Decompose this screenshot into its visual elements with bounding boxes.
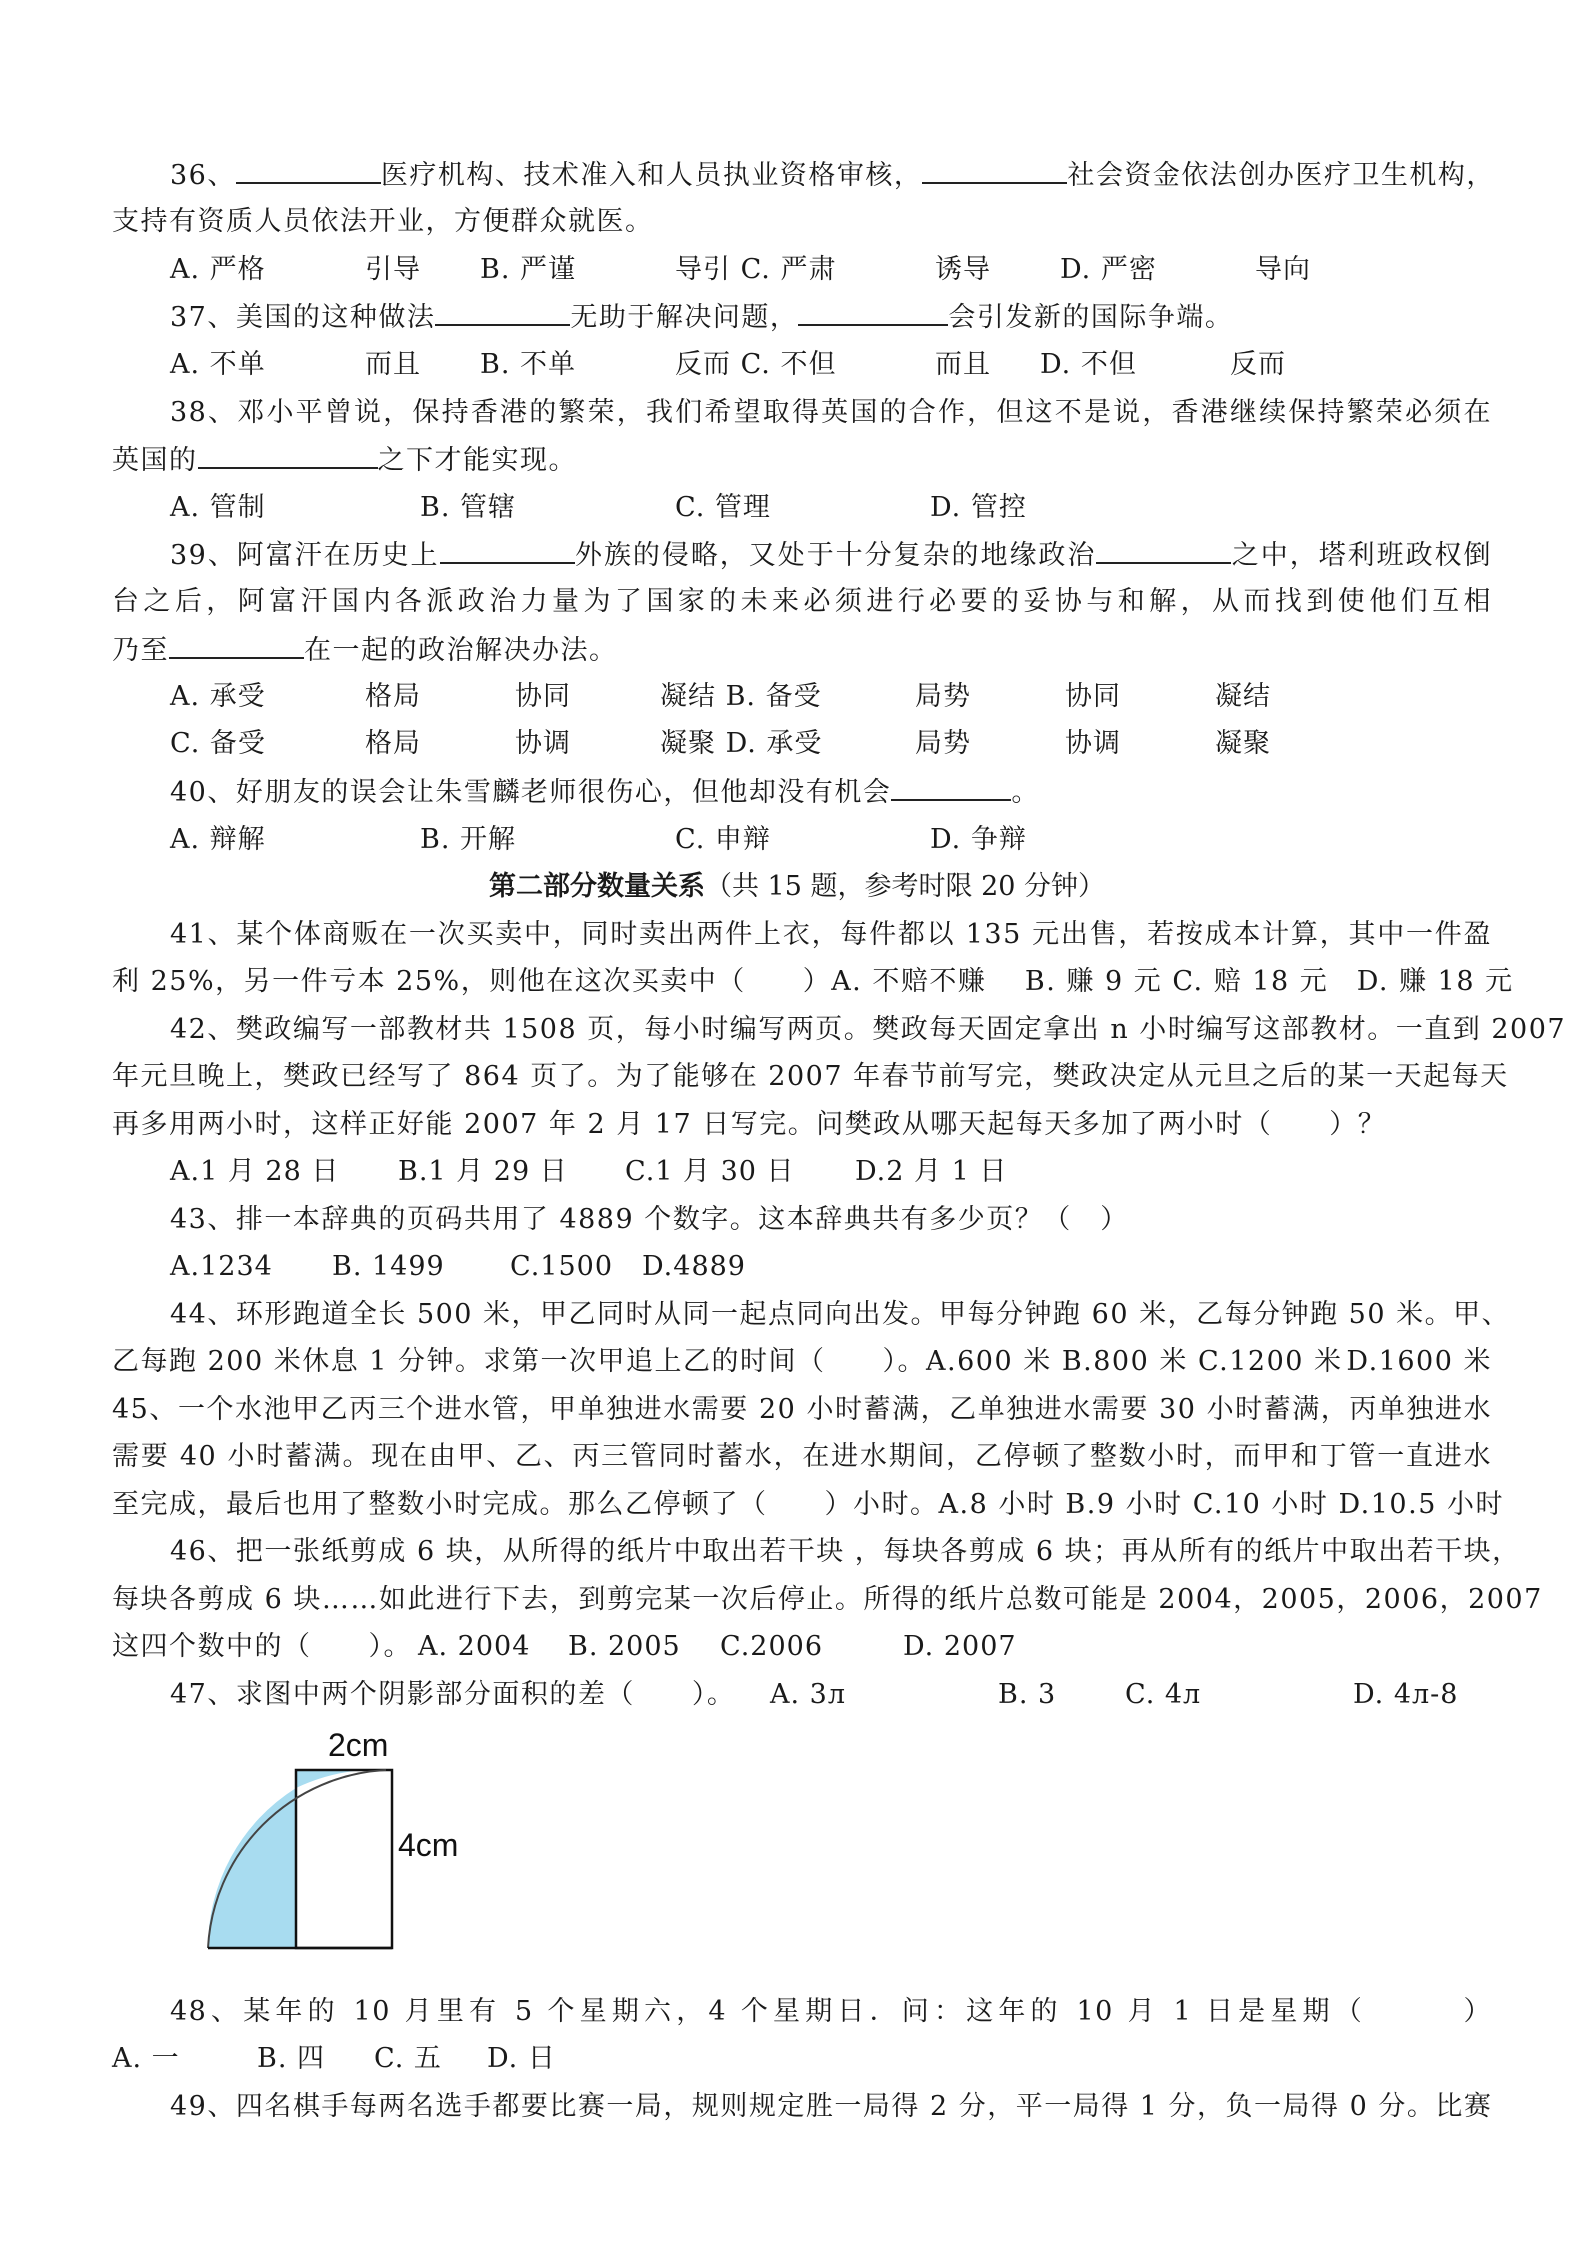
- option: 导向: [1255, 254, 1311, 285]
- question-49-line-1: 49、四名棋手每两名选手都要比赛一局，规则规定胜一局得 2 分，平一局得 1 分，负一局得 0 分。比赛: [170, 2091, 1493, 2122]
- question-40-line-1: [170, 775, 1492, 810]
- answer-blank: [798, 300, 948, 326]
- option[interactable]: B. 3: [998, 1679, 1057, 1710]
- option: 反而: [1230, 349, 1286, 380]
- option: 协调: [515, 728, 571, 759]
- question-44-line-1: 44、环形跑道全长 500 米，甲乙同时从同一起点同向出发。甲每分钟跑 60 米，乙每分钟跑 50 米。甲、: [170, 1299, 1511, 1330]
- section-title: 第二部分数量关系: [488, 871, 705, 902]
- question-39-line-2: 台之后，阿富汗国内各派政治力量为了国家的未来必须进行必要的妥协与和解，从而找到使他们互相: [112, 586, 1492, 617]
- question-46-line-2: 每块各剪成 6 块……如此进行下去，到剪完某一次后停止。所得的纸片总数可能是 2004，2005，2006，2007: [112, 1584, 1543, 1615]
- question-45-line-1: 45、一个水池甲乙丙三个进水管，甲单独进水需要 20 小时蓄满，乙单独进水需要 30 小时蓄满，丙单独进水: [112, 1394, 1492, 1425]
- option[interactable]: C. 管理: [675, 492, 771, 523]
- question-44-line-2: [112, 1345, 1492, 1379]
- shaded-region-left: [208, 1788, 296, 1948]
- figure-label-top: 2cm: [328, 1727, 389, 1763]
- option[interactable]: D. 争辩: [930, 824, 1027, 855]
- option[interactable]: A.1234: [170, 1251, 273, 1282]
- option[interactable]: C. 申辩: [675, 824, 771, 855]
- option[interactable]: A. 辩解: [170, 824, 266, 855]
- option[interactable]: D. 日: [487, 2043, 556, 2074]
- question-37-line-1: [170, 300, 1492, 335]
- option: 局势: [915, 728, 971, 759]
- question-text: 39、阿富汗在历史上: [170, 540, 440, 571]
- answer-blank: [169, 633, 304, 659]
- option[interactable]: A. 不单: [170, 349, 266, 380]
- question-text: 医疗机构、技术准入和人员执业资格审核，: [380, 160, 923, 191]
- option[interactable]: D. 4л-8: [1353, 1679, 1459, 1710]
- option: 而且: [365, 349, 421, 380]
- question-text: 乃至: [112, 635, 169, 666]
- answer-blank: [922, 158, 1067, 184]
- section-heading: [0, 870, 1594, 904]
- question-text: 会引发新的国际争端。: [948, 302, 1234, 333]
- figure-label-side: 4cm: [398, 1827, 459, 1863]
- option[interactable]: 导引 C. 严肃: [675, 254, 837, 285]
- option[interactable]: B. 严谨: [480, 254, 577, 285]
- option[interactable]: D. 严密: [1060, 254, 1157, 285]
- question-number: 36、: [170, 160, 236, 191]
- question-text: 40、好朋友的误会让朱雪麟老师很伤心，但他却没有机会: [170, 777, 892, 808]
- option[interactable]: D. 管控: [930, 492, 1027, 523]
- question-46-line-1: 46、把一张纸剪成 6 块，从所得的纸片中取出若干块 ，每块各剪成 6 块；再从所有的纸片中取出若干块，: [170, 1536, 1521, 1567]
- option[interactable]: A. 3л: [770, 1679, 846, 1710]
- option[interactable]: B. 开解: [420, 824, 517, 855]
- question-text: 之中，塔利班政权倒: [1231, 540, 1493, 571]
- question-text: 无助于解决问题，: [570, 302, 799, 333]
- question-text: 外族的侵略，又处于十分复杂的地缘政治: [574, 540, 1097, 571]
- answer-blank: [1096, 538, 1231, 564]
- option[interactable]: B.1 月 29 日: [398, 1156, 568, 1187]
- option[interactable]: 凝结 B. 备受: [660, 681, 822, 712]
- option[interactable]: C. 备受: [170, 728, 266, 759]
- option[interactable]: D.4889: [642, 1251, 746, 1282]
- answer-blank: [891, 775, 1011, 801]
- option[interactable]: D. 不但: [1040, 349, 1137, 380]
- question-48-line-1: 48、某年的 10 月里有 5 个星期六，4 个星期日．问：这年的 10 月 1 日是星期（ ）: [170, 1996, 1492, 2027]
- question-36-line-1: [170, 158, 1495, 193]
- question-41-line-1: 41、某个体商贩在一次买卖中，同时卖出两件上衣，每件都以 135 元出售，若按成本计算，其中一件盈: [170, 919, 1492, 950]
- option[interactable]: A. 严格: [170, 254, 266, 285]
- question-45-line-2: 需要 40 小时蓄满。现在由甲、乙、丙三管同时蓄水，在进水期间，乙停顿了整数小时，而甲和丁管一直进水: [112, 1441, 1492, 1472]
- option[interactable]: A.1 月 28 日: [170, 1156, 340, 1187]
- option: 引导: [365, 254, 421, 285]
- option[interactable]: B. 2005: [568, 1631, 681, 1662]
- question-43-line-1: 43、排一本辞典的页码共用了 4889 个数字。这本辞典共有多少页？（ ）: [170, 1204, 1129, 1235]
- option: 格局: [365, 681, 421, 712]
- question-text: 。: [1011, 777, 1040, 808]
- question-text: 英国的: [112, 445, 198, 476]
- option[interactable]: B. 不单: [480, 349, 577, 380]
- question-39-line-3: [112, 633, 1492, 668]
- question-39-line-1: [170, 538, 1492, 573]
- option: 格局: [365, 728, 421, 759]
- question-text: 美国的这种做法: [235, 302, 436, 333]
- question-42-line-1: 42、樊政编写一部教材共 1508 页，每小时编写两页。樊政每天固定拿出 n 小时编写这部教材。一直到 2007: [170, 1014, 1567, 1045]
- option[interactable]: C.1500: [510, 1251, 613, 1282]
- option: 协调: [1065, 728, 1121, 759]
- answer-blank: [198, 443, 378, 469]
- answer-blank: [440, 538, 575, 564]
- answer-blank: [435, 300, 570, 326]
- option[interactable]: D. 2007: [903, 1631, 1017, 1662]
- answer-blank: [236, 158, 381, 184]
- option: 诱导: [935, 254, 991, 285]
- option: 而且: [935, 349, 991, 380]
- option[interactable]: C.2006: [720, 1631, 823, 1662]
- option[interactable]: D.2 月 1 日: [855, 1156, 1008, 1187]
- rectangle: [296, 1770, 392, 1948]
- option[interactable]: B. 四: [257, 2043, 326, 2074]
- option[interactable]: C. 4л: [1125, 1679, 1202, 1710]
- question-47-figure: [200, 1727, 500, 1960]
- question-41-line-2: 利 25%，另一件亏本 25%，则他在这次买卖中（ ）A. 不赔不赚 B. 赚 9 元 C. 赔 18 元 D. 赚 18 元: [112, 966, 1514, 997]
- question-38-line-2: [112, 443, 1492, 478]
- option[interactable]: A. 2004: [418, 1631, 531, 1662]
- question-47-line-1: 47、求图中两个阴影部分面积的差（ ）。: [170, 1679, 736, 1710]
- option: 凝聚: [1215, 728, 1271, 759]
- question-text: 在一起的政治解决办法。: [304, 635, 618, 666]
- option: 局势: [915, 681, 971, 712]
- question-text: 乙每跑 200 米休息 1 分钟。求第一次甲追上乙的时间（ ）。A.600 米 B.800 米 C.1200 米: [112, 1346, 1343, 1377]
- option[interactable]: 凝聚 D. 承受: [660, 728, 823, 759]
- option: 协同: [1065, 681, 1121, 712]
- question-text: 社会资金依法创办医疗卫生机构，: [1067, 160, 1495, 191]
- option[interactable]: C.1 月 30 日: [625, 1156, 795, 1187]
- option[interactable]: A. 承受: [170, 681, 266, 712]
- option: 协同: [515, 681, 571, 712]
- question-38-line-1: 38、邓小平曾说，保持香港的繁荣，我们希望取得英国的合作，但这不是说，香港继续保持繁荣必须在: [170, 397, 1492, 428]
- option[interactable]: A. 管制: [170, 492, 266, 523]
- question-46-line-3: 这四个数中的（ ）。: [112, 1631, 412, 1662]
- question-42-line-3: 再多用两小时，这样正好能 2007 年 2 月 17 日写完。问樊政从哪天起每天多加了两小时（ ）？: [112, 1109, 1387, 1140]
- option[interactable]: C. 五: [374, 2043, 442, 2074]
- question-number: 37、: [170, 302, 236, 333]
- question-45-line-3: 至完成，最后也用了整数小时完成。那么乙停顿了（ ）小时。A.8 小时 B.9 小时 C.10 小时 D.10.5 小时: [112, 1489, 1504, 1520]
- option[interactable]: A. 一: [112, 2043, 180, 2074]
- option: 凝结: [1215, 681, 1271, 712]
- option[interactable]: B. 1499: [332, 1251, 445, 1282]
- option[interactable]: D.1600 米: [1346, 1346, 1492, 1377]
- option[interactable]: B. 管辖: [420, 492, 517, 523]
- question-42-line-2: 年元旦晚上，樊政已经写了 864 页了。为了能够在 2007 年春节前写完，樊政决定从元旦之后的某一天起每天: [112, 1061, 1509, 1092]
- option[interactable]: 反而 C. 不但: [675, 349, 837, 380]
- question-text: 之下才能实现。: [377, 445, 577, 476]
- section-subtitle: （共 15 题，参考时限 20 分钟）: [704, 871, 1106, 902]
- question-36-line-2: 支持有资质人员依法开业，方便群众就医。: [112, 206, 654, 237]
